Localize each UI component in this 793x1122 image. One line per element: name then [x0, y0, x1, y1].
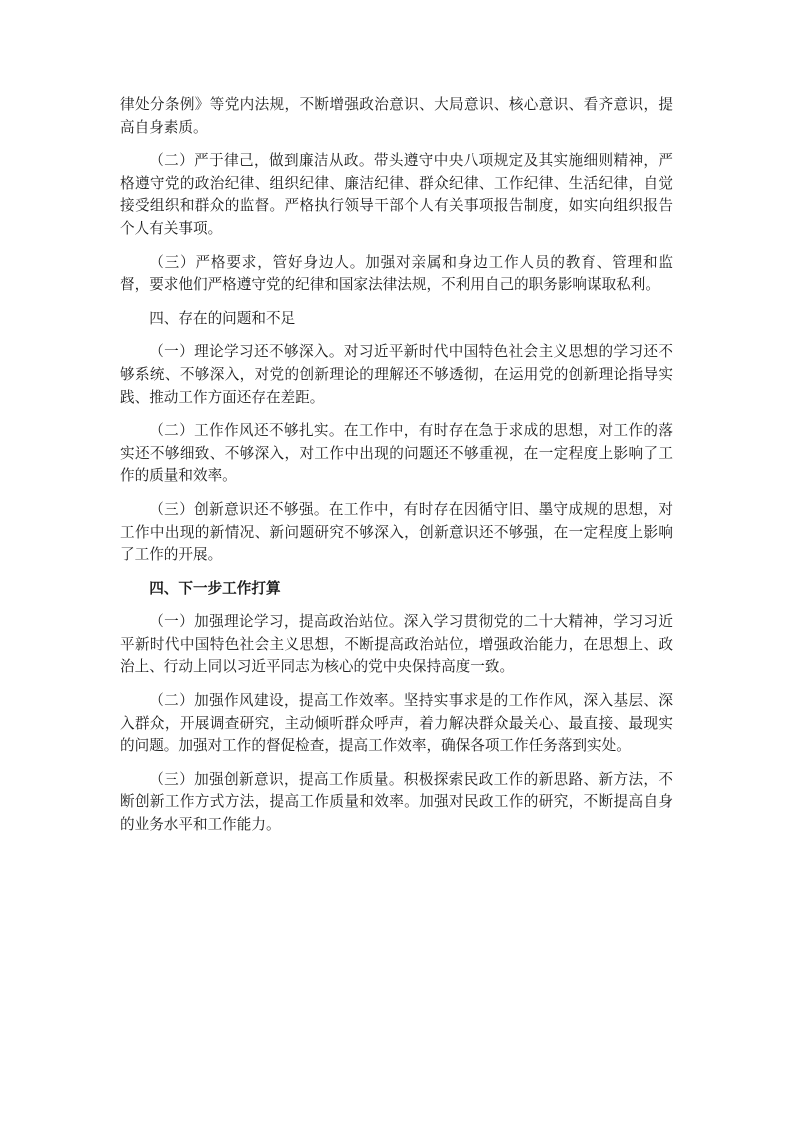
paragraph-strict-requirements: （三）严格要求，管好身边人。加强对亲属和身边工作人员的教育、管理和监督，要求他们严格遵守党的纪律和国家法律法规，不利用自己的职务影响谋取私利。	[120, 253, 673, 294]
paragraph-theory-study: （一）理论学习还不够深入。对习近平新时代中国特色社会主义思想的学习还不够系统、不够深入，对党的创新理论的理解还不够透彻，在运用党的创新理论指导实践、推动工作方面还存在差距。	[120, 343, 673, 406]
section-heading-problems: 四、存在的问题和不足	[149, 309, 296, 327]
paragraph-continuation: 律处分条例》等党内法规，不断增强政治意识、大局意识、核心意识、看齐意识，提高自身素质。	[120, 96, 673, 136]
paragraph-strengthen-style: （二）加强作风建设，提高工作效率。坚持实事求是的工作作风，深入基层、深入群众，开展调查研究，主动倾听群众呼声，着力解决群众最关心、最直接、最现实的问题。加强对工作的督促检查，提高工作效率，确保各项工作任务落到实处。	[120, 692, 673, 755]
paragraph-strengthen-theory: （一）加强理论学习，提高政治站位。深入学习贯彻党的二十大精神，学习习近平新时代中国特色社会主义思想，不断提高政治站位，增强政治能力，在思想上、政治上、行动上同以习近平同志为核心的党中央保持高度一致。	[120, 613, 673, 676]
paragraph-self-discipline: （二）严于律己，做到廉洁从政。带头遵守中央八项规定及其实施细则精神，严格遵守党的政治纪律、组织纪律、廉洁纪律、群众纪律、工作纪律、生活纪律，自觉接受组织和群众的监督。严格执行领导干部个人有关事项报告制度，如实向组织报告个人有关事项。	[120, 152, 673, 237]
paragraph-innovation: （三）创新意识还不够强。在工作中，有时存在因循守旧、墨守成规的思想，对工作中出现的新情况、新问题研究不够深入，创新意识还不够强，在一定程度上影响了工作的开展。	[120, 500, 673, 564]
paragraph-strengthen-innovation: （三）加强创新意识，提高工作质量。积极探索民政工作的新思路、新方法，不断创新工作方式方法，提高工作质量和效率。加强对民政工作的研究，不断提高自身的业务水平和工作能力。	[120, 770, 673, 834]
document-page	[120, 94, 673, 848]
section-heading-next-steps: 四、下一步工作打算	[149, 579, 281, 597]
paragraph-work-style: （二）工作作风还不够扎实。在工作中，有时存在急于求成的思想，对工作的落实还不够细致、不够深入，对工作中出现的问题还不够重视，在一定程度上影响了工作的质量和效率。	[120, 422, 673, 485]
